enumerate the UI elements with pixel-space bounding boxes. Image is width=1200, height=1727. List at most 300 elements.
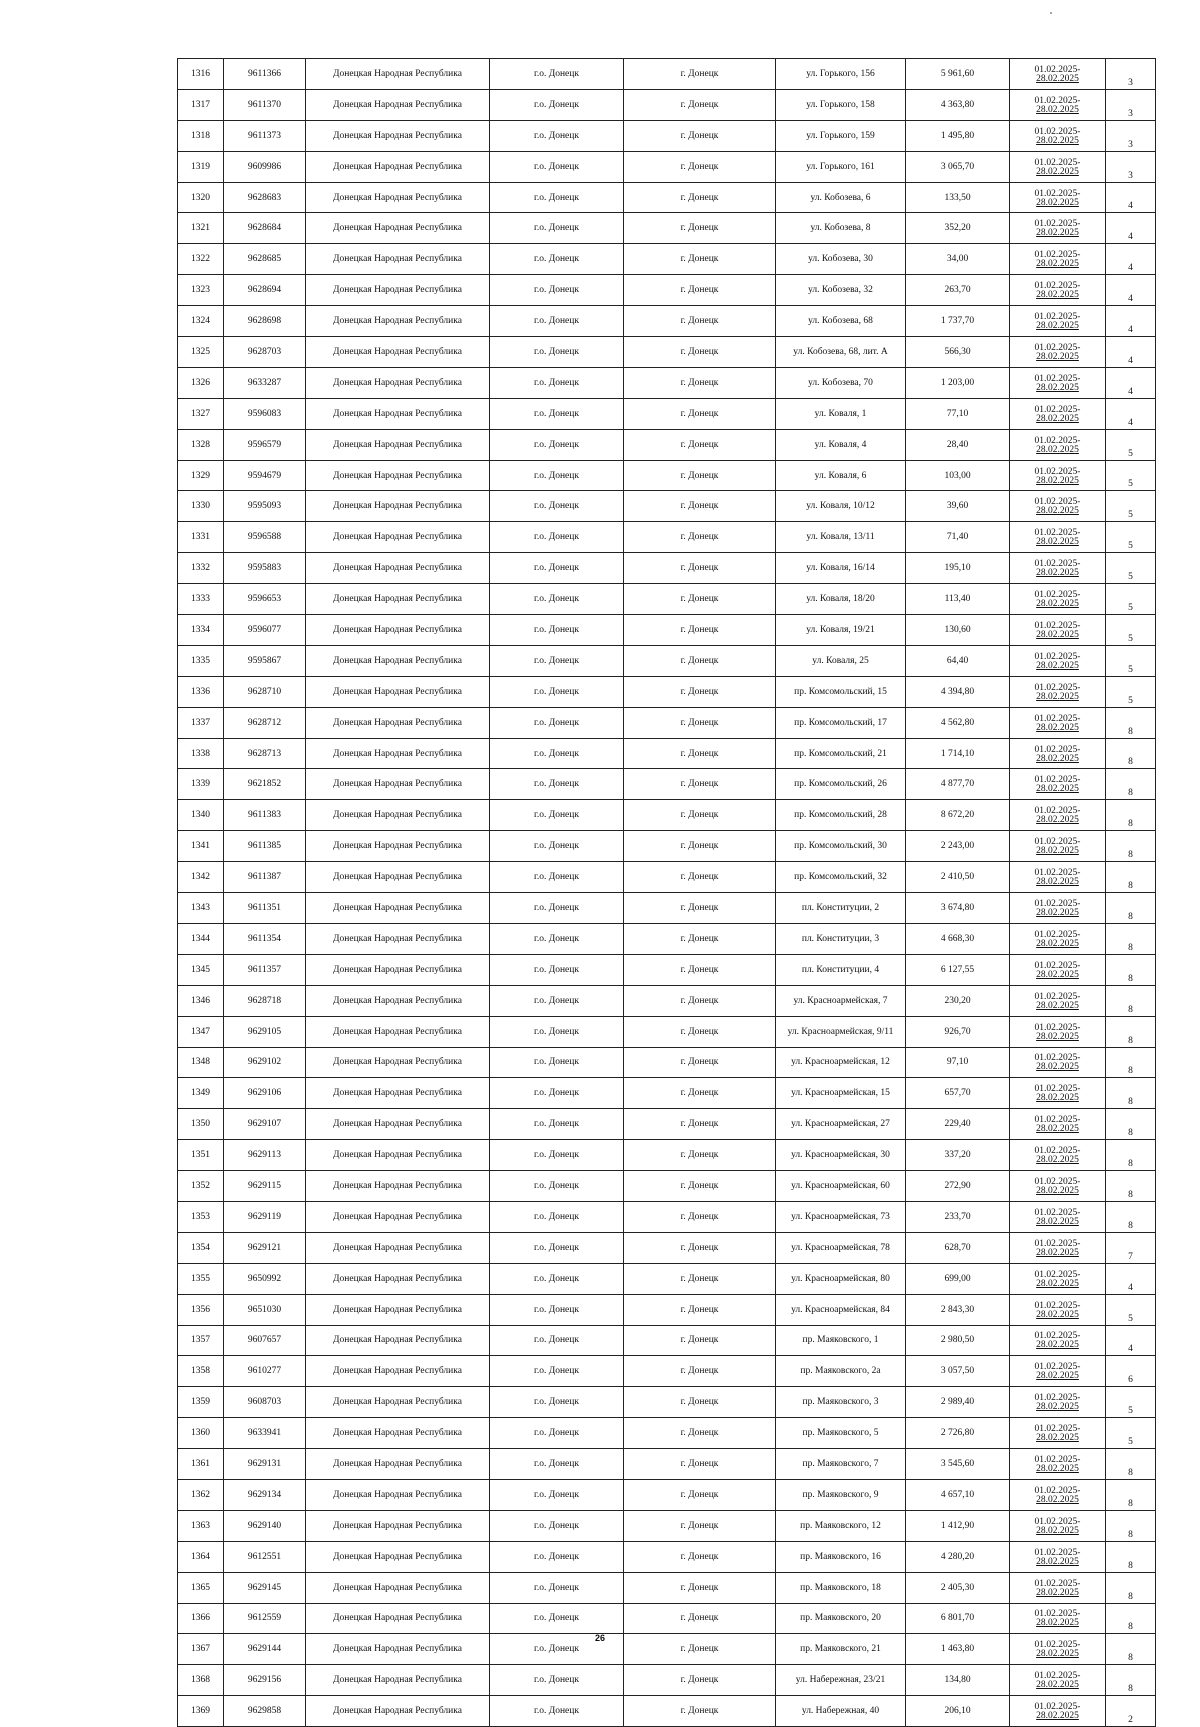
row-number-cell: 1336 bbox=[178, 676, 224, 707]
count-cell: 8 bbox=[1106, 1078, 1156, 1109]
row-number-cell: 1366 bbox=[178, 1603, 224, 1634]
period-start: 01.02.2025- bbox=[1034, 126, 1081, 137]
period-start: 01.02.2025- bbox=[1034, 682, 1081, 693]
period-end: 28.02.2025 bbox=[1036, 1494, 1079, 1505]
object-code-cell: 9612551 bbox=[224, 1541, 306, 1572]
republic-cell: Донецкая Народная Республика bbox=[306, 1541, 490, 1572]
city-cell: г. Донецк bbox=[624, 275, 776, 306]
row-number-cell: 1364 bbox=[178, 1541, 224, 1572]
district-cell: г.о. Донецк bbox=[490, 707, 624, 738]
area-cell: 2 726,80 bbox=[906, 1418, 1010, 1449]
table-row bbox=[178, 151, 1156, 182]
period-end: 28.02.2025 bbox=[1036, 1216, 1079, 1227]
period-end: 28.02.2025 bbox=[1036, 784, 1079, 795]
row-number-cell: 1328 bbox=[178, 429, 224, 460]
table-row bbox=[178, 1572, 1156, 1603]
object-code-cell: 9629156 bbox=[224, 1665, 306, 1696]
city-cell: г. Донецк bbox=[624, 89, 776, 120]
object-code-cell: 9628703 bbox=[224, 337, 306, 368]
table-row bbox=[178, 89, 1156, 120]
period-cell bbox=[1010, 1449, 1106, 1480]
period-end: 28.02.2025 bbox=[1036, 1278, 1079, 1289]
table-row bbox=[178, 398, 1156, 429]
area-cell: 2 989,40 bbox=[906, 1387, 1010, 1418]
district-cell: г.о. Донецк bbox=[490, 831, 624, 862]
count-cell: 8 bbox=[1106, 1016, 1156, 1047]
city-cell: г. Донецк bbox=[624, 1356, 776, 1387]
period-cell bbox=[1010, 1294, 1106, 1325]
city-cell: г. Донецк bbox=[624, 522, 776, 553]
republic-cell: Донецкая Народная Республика bbox=[306, 182, 490, 213]
period-cell bbox=[1010, 1016, 1106, 1047]
row-number-cell: 1326 bbox=[178, 367, 224, 398]
address-cell: пр. Маяковского, 18 bbox=[776, 1572, 906, 1603]
object-code-cell: 9612559 bbox=[224, 1603, 306, 1634]
area-cell: 64,40 bbox=[906, 645, 1010, 676]
address-cell: ул. Коваля, 1 bbox=[776, 398, 906, 429]
republic-cell: Донецкая Народная Республика bbox=[306, 1232, 490, 1263]
area-cell: 926,70 bbox=[906, 1016, 1010, 1047]
district-cell: г.о. Донецк bbox=[490, 306, 624, 337]
object-code-cell: 9611351 bbox=[224, 893, 306, 924]
district-cell: г.о. Донецк bbox=[490, 954, 624, 985]
object-code-cell: 9611385 bbox=[224, 831, 306, 862]
period-start: 01.02.2025- bbox=[1034, 528, 1081, 539]
period-end: 28.02.2025 bbox=[1036, 938, 1079, 949]
object-code-cell: 9629144 bbox=[224, 1634, 306, 1665]
row-number-cell: 1355 bbox=[178, 1263, 224, 1294]
period-start: 01.02.2025- bbox=[1034, 373, 1081, 384]
city-cell: г. Донецк bbox=[624, 676, 776, 707]
republic-cell: Донецкая Народная Республика bbox=[306, 584, 490, 615]
area-cell: 6 127,55 bbox=[906, 954, 1010, 985]
period-end: 28.02.2025 bbox=[1036, 1031, 1079, 1042]
district-cell: г.о. Донецк bbox=[490, 59, 624, 90]
district-cell: г.о. Донецк bbox=[490, 1665, 624, 1696]
period-end: 28.02.2025 bbox=[1036, 228, 1079, 239]
address-cell: ул. Кобозева, 68, лит. А bbox=[776, 337, 906, 368]
area-cell: 134,80 bbox=[906, 1665, 1010, 1696]
period-cell bbox=[1010, 1201, 1106, 1232]
republic-cell: Донецкая Народная Республика bbox=[306, 429, 490, 460]
period-start: 01.02.2025- bbox=[1034, 1640, 1081, 1651]
count-cell: 8 bbox=[1106, 1634, 1156, 1665]
period-cell bbox=[1010, 893, 1106, 924]
table-row bbox=[178, 831, 1156, 862]
district-cell: г.о. Донецк bbox=[490, 460, 624, 491]
count-cell: 8 bbox=[1106, 1510, 1156, 1541]
period-end: 28.02.2025 bbox=[1036, 1062, 1079, 1073]
period-cell bbox=[1010, 1325, 1106, 1356]
district-cell: г.о. Донецк bbox=[490, 893, 624, 924]
address-cell: пл. Конституции, 4 bbox=[776, 954, 906, 985]
object-code-cell: 9608703 bbox=[224, 1387, 306, 1418]
period-start: 01.02.2025- bbox=[1034, 1516, 1081, 1527]
period-end: 28.02.2025 bbox=[1036, 1649, 1079, 1660]
object-code-cell: 9610277 bbox=[224, 1356, 306, 1387]
period-end: 28.02.2025 bbox=[1036, 104, 1079, 115]
address-cell: ул. Красноармейская, 12 bbox=[776, 1047, 906, 1078]
district-cell: г.о. Донецк bbox=[490, 491, 624, 522]
count-cell: 2 bbox=[1106, 1696, 1156, 1727]
republic-cell: Донецкая Народная Республика bbox=[306, 923, 490, 954]
object-code-cell: 9629134 bbox=[224, 1479, 306, 1510]
object-code-cell: 9629115 bbox=[224, 1171, 306, 1202]
address-cell: пр. Маяковского, 2а bbox=[776, 1356, 906, 1387]
count-cell: 3 bbox=[1106, 151, 1156, 182]
count-cell: 5 bbox=[1106, 553, 1156, 584]
district-cell: г.о. Донецк bbox=[490, 244, 624, 275]
count-cell: 5 bbox=[1106, 1387, 1156, 1418]
period-start: 01.02.2025- bbox=[1034, 775, 1081, 786]
row-number-cell: 1367 bbox=[178, 1634, 224, 1665]
period-cell bbox=[1010, 954, 1106, 985]
area-cell: 699,00 bbox=[906, 1263, 1010, 1294]
period-end: 28.02.2025 bbox=[1036, 1124, 1079, 1135]
address-cell: пр. Маяковского, 5 bbox=[776, 1418, 906, 1449]
object-code-cell: 9651030 bbox=[224, 1294, 306, 1325]
period-cell bbox=[1010, 1171, 1106, 1202]
address-cell: ул. Красноармейская, 15 bbox=[776, 1078, 906, 1109]
period-end: 28.02.2025 bbox=[1036, 1525, 1079, 1536]
row-number-cell: 1329 bbox=[178, 460, 224, 491]
republic-cell: Донецкая Народная Республика bbox=[306, 213, 490, 244]
period-cell bbox=[1010, 985, 1106, 1016]
period-end: 28.02.2025 bbox=[1036, 321, 1079, 332]
area-cell: 657,70 bbox=[906, 1078, 1010, 1109]
republic-cell: Донецкая Народная Республика bbox=[306, 893, 490, 924]
area-cell: 2 405,30 bbox=[906, 1572, 1010, 1603]
area-cell: 263,70 bbox=[906, 275, 1010, 306]
table-row bbox=[178, 1479, 1156, 1510]
republic-cell: Донецкая Народная Республика bbox=[306, 1603, 490, 1634]
count-cell: 4 bbox=[1106, 1325, 1156, 1356]
row-number-cell: 1318 bbox=[178, 120, 224, 151]
period-start: 01.02.2025- bbox=[1034, 95, 1081, 106]
count-cell: 5 bbox=[1106, 584, 1156, 615]
period-end: 28.02.2025 bbox=[1036, 351, 1079, 362]
city-cell: г. Донецк bbox=[624, 1047, 776, 1078]
city-cell: г. Донецк bbox=[624, 460, 776, 491]
table-row bbox=[178, 1294, 1156, 1325]
period-cell bbox=[1010, 645, 1106, 676]
address-cell: пр. Маяковского, 3 bbox=[776, 1387, 906, 1418]
address-cell: ул. Кобозева, 8 bbox=[776, 213, 906, 244]
period-end: 28.02.2025 bbox=[1036, 568, 1079, 579]
object-code-cell: 9633941 bbox=[224, 1418, 306, 1449]
period-cell bbox=[1010, 367, 1106, 398]
republic-cell: Донецкая Народная Республика bbox=[306, 1449, 490, 1480]
city-cell: г. Донецк bbox=[624, 491, 776, 522]
address-cell: ул. Горького, 156 bbox=[776, 59, 906, 90]
row-number-cell: 1325 bbox=[178, 337, 224, 368]
city-cell: г. Донецк bbox=[624, 645, 776, 676]
city-cell: г. Донецк bbox=[624, 1201, 776, 1232]
count-cell: 4 bbox=[1106, 213, 1156, 244]
address-cell: ул. Красноармейская, 80 bbox=[776, 1263, 906, 1294]
table-row bbox=[178, 1047, 1156, 1078]
period-cell bbox=[1010, 738, 1106, 769]
table-row bbox=[178, 862, 1156, 893]
address-cell: ул. Горького, 161 bbox=[776, 151, 906, 182]
republic-cell: Донецкая Народная Республика bbox=[306, 1078, 490, 1109]
row-number-cell: 1348 bbox=[178, 1047, 224, 1078]
row-number-cell: 1335 bbox=[178, 645, 224, 676]
row-number-cell: 1361 bbox=[178, 1449, 224, 1480]
republic-cell: Донецкая Народная Республика bbox=[306, 1665, 490, 1696]
address-cell: пл. Конституции, 3 bbox=[776, 923, 906, 954]
period-start: 01.02.2025- bbox=[1034, 219, 1081, 230]
count-cell: 6 bbox=[1106, 1356, 1156, 1387]
district-cell: г.о. Донецк bbox=[490, 1603, 624, 1634]
object-code-cell: 9611357 bbox=[224, 954, 306, 985]
table-row bbox=[178, 1232, 1156, 1263]
object-code-cell: 9629119 bbox=[224, 1201, 306, 1232]
period-end: 28.02.2025 bbox=[1036, 1340, 1079, 1351]
address-cell: ул. Красноармейская, 9/11 bbox=[776, 1016, 906, 1047]
row-number-cell: 1340 bbox=[178, 800, 224, 831]
object-code-cell: 9611383 bbox=[224, 800, 306, 831]
city-cell: г. Донецк bbox=[624, 1078, 776, 1109]
city-cell: г. Донецк bbox=[624, 985, 776, 1016]
city-cell: г. Донецк bbox=[624, 337, 776, 368]
period-start: 01.02.2025- bbox=[1034, 898, 1081, 909]
address-cell: пл. Конституции, 2 bbox=[776, 893, 906, 924]
count-cell: 8 bbox=[1106, 954, 1156, 985]
count-cell: 8 bbox=[1106, 707, 1156, 738]
district-cell: г.о. Донецк bbox=[490, 615, 624, 646]
district-cell: г.о. Донецк bbox=[490, 1294, 624, 1325]
address-cell: пр. Комсомольский, 15 bbox=[776, 676, 906, 707]
address-cell: ул. Красноармейская, 78 bbox=[776, 1232, 906, 1263]
district-cell: г.о. Донецк bbox=[490, 800, 624, 831]
period-end: 28.02.2025 bbox=[1036, 1000, 1079, 1011]
address-cell: ул. Кобозева, 30 bbox=[776, 244, 906, 275]
city-cell: г. Донецк bbox=[624, 1294, 776, 1325]
area-cell: 628,70 bbox=[906, 1232, 1010, 1263]
period-end: 28.02.2025 bbox=[1036, 1093, 1079, 1104]
period-start: 01.02.2025- bbox=[1034, 1238, 1081, 1249]
row-number-cell: 1320 bbox=[178, 182, 224, 213]
address-cell: ул. Кобозева, 6 bbox=[776, 182, 906, 213]
area-cell: 230,20 bbox=[906, 985, 1010, 1016]
republic-cell: Донецкая Народная Республика bbox=[306, 862, 490, 893]
period-cell bbox=[1010, 275, 1106, 306]
count-cell: 5 bbox=[1106, 1418, 1156, 1449]
city-cell: г. Донецк bbox=[624, 120, 776, 151]
area-cell: 1 412,90 bbox=[906, 1510, 1010, 1541]
count-cell: 8 bbox=[1106, 1171, 1156, 1202]
city-cell: г. Донецк bbox=[624, 1449, 776, 1480]
address-cell: пр. Комсомольский, 28 bbox=[776, 800, 906, 831]
row-number-cell: 1369 bbox=[178, 1696, 224, 1727]
period-end: 28.02.2025 bbox=[1036, 1587, 1079, 1598]
period-cell bbox=[1010, 800, 1106, 831]
address-cell: ул. Коваля, 19/21 bbox=[776, 615, 906, 646]
table-body bbox=[178, 59, 1156, 1727]
row-number-cell: 1354 bbox=[178, 1232, 224, 1263]
period-end: 28.02.2025 bbox=[1036, 753, 1079, 764]
city-cell: г. Донецк bbox=[624, 1016, 776, 1047]
republic-cell: Донецкая Народная Республика bbox=[306, 89, 490, 120]
scan-mark bbox=[1050, 12, 1052, 14]
object-code-cell: 9628698 bbox=[224, 306, 306, 337]
city-cell: г. Донецк bbox=[624, 1263, 776, 1294]
table-row bbox=[178, 182, 1156, 213]
city-cell: г. Донецк bbox=[624, 954, 776, 985]
republic-cell: Донецкая Народная Республика bbox=[306, 1634, 490, 1665]
row-number-cell: 1333 bbox=[178, 584, 224, 615]
area-cell: 4 657,10 bbox=[906, 1479, 1010, 1510]
table-row bbox=[178, 429, 1156, 460]
count-cell: 4 bbox=[1106, 244, 1156, 275]
count-cell: 8 bbox=[1106, 769, 1156, 800]
period-end: 28.02.2025 bbox=[1036, 969, 1079, 980]
area-cell: 2 243,00 bbox=[906, 831, 1010, 862]
area-cell: 3 545,60 bbox=[906, 1449, 1010, 1480]
republic-cell: Донецкая Народная Республика bbox=[306, 398, 490, 429]
table-row bbox=[178, 1696, 1156, 1727]
object-code-cell: 9629145 bbox=[224, 1572, 306, 1603]
period-cell bbox=[1010, 1696, 1106, 1727]
row-number-cell: 1316 bbox=[178, 59, 224, 90]
row-number-cell: 1357 bbox=[178, 1325, 224, 1356]
address-cell: пр. Комсомольский, 32 bbox=[776, 862, 906, 893]
row-number-cell: 1341 bbox=[178, 831, 224, 862]
period-cell bbox=[1010, 1510, 1106, 1541]
table-row bbox=[178, 738, 1156, 769]
row-number-cell: 1368 bbox=[178, 1665, 224, 1696]
district-cell: г.о. Донецк bbox=[490, 1387, 624, 1418]
period-end: 28.02.2025 bbox=[1036, 907, 1079, 918]
area-cell: 4 877,70 bbox=[906, 769, 1010, 800]
period-end: 28.02.2025 bbox=[1036, 475, 1079, 486]
district-cell: г.о. Донецк bbox=[490, 213, 624, 244]
area-cell: 3 057,50 bbox=[906, 1356, 1010, 1387]
object-code-cell: 9596077 bbox=[224, 615, 306, 646]
period-end: 28.02.2025 bbox=[1036, 1155, 1079, 1166]
table-row bbox=[178, 59, 1156, 90]
district-cell: г.о. Донецк bbox=[490, 645, 624, 676]
area-cell: 28,40 bbox=[906, 429, 1010, 460]
object-code-cell: 9628685 bbox=[224, 244, 306, 275]
area-cell: 229,40 bbox=[906, 1109, 1010, 1140]
period-start: 01.02.2025- bbox=[1034, 1393, 1081, 1404]
republic-cell: Донецкая Народная Республика bbox=[306, 1510, 490, 1541]
address-cell: пр. Маяковского, 20 bbox=[776, 1603, 906, 1634]
table-row bbox=[178, 1016, 1156, 1047]
area-cell: 337,20 bbox=[906, 1140, 1010, 1171]
city-cell: г. Донецк bbox=[624, 1387, 776, 1418]
period-end: 28.02.2025 bbox=[1036, 1556, 1079, 1567]
row-number-cell: 1350 bbox=[178, 1109, 224, 1140]
period-end: 28.02.2025 bbox=[1036, 135, 1079, 146]
republic-cell: Донецкая Народная Республика bbox=[306, 460, 490, 491]
address-cell: пр. Комсомольский, 17 bbox=[776, 707, 906, 738]
table-row bbox=[178, 491, 1156, 522]
area-cell: 2 843,30 bbox=[906, 1294, 1010, 1325]
period-cell bbox=[1010, 151, 1106, 182]
table-row bbox=[178, 923, 1156, 954]
period-start: 01.02.2025- bbox=[1034, 404, 1081, 415]
table-row bbox=[178, 954, 1156, 985]
table-row bbox=[178, 769, 1156, 800]
period-start: 01.02.2025- bbox=[1034, 497, 1081, 508]
row-number-cell: 1343 bbox=[178, 893, 224, 924]
period-start: 01.02.2025- bbox=[1034, 1115, 1081, 1126]
object-code-cell: 9611366 bbox=[224, 59, 306, 90]
object-code-cell: 9611373 bbox=[224, 120, 306, 151]
district-cell: г.о. Донецк bbox=[490, 769, 624, 800]
district-cell: г.о. Донецк bbox=[490, 275, 624, 306]
count-cell: 8 bbox=[1106, 862, 1156, 893]
row-number-cell: 1338 bbox=[178, 738, 224, 769]
address-cell: ул. Коваля, 6 bbox=[776, 460, 906, 491]
period-cell bbox=[1010, 1572, 1106, 1603]
republic-cell: Донецкая Народная Республика bbox=[306, 954, 490, 985]
count-cell: 4 bbox=[1106, 337, 1156, 368]
count-cell: 5 bbox=[1106, 645, 1156, 676]
district-cell: г.о. Донецк bbox=[490, 1232, 624, 1263]
city-cell: г. Донецк bbox=[624, 923, 776, 954]
row-number-cell: 1356 bbox=[178, 1294, 224, 1325]
period-start: 01.02.2025- bbox=[1034, 590, 1081, 601]
city-cell: г. Донецк bbox=[624, 1634, 776, 1665]
object-code-cell: 9611354 bbox=[224, 923, 306, 954]
object-code-cell: 9596588 bbox=[224, 522, 306, 553]
city-cell: г. Донецк bbox=[624, 151, 776, 182]
district-cell: г.о. Донецк bbox=[490, 985, 624, 1016]
count-cell: 5 bbox=[1106, 1294, 1156, 1325]
period-start: 01.02.2025- bbox=[1034, 991, 1081, 1002]
period-cell bbox=[1010, 831, 1106, 862]
district-cell: г.о. Донецк bbox=[490, 89, 624, 120]
district-cell: г.о. Донецк bbox=[490, 1016, 624, 1047]
row-number-cell: 1332 bbox=[178, 553, 224, 584]
row-number-cell: 1345 bbox=[178, 954, 224, 985]
city-cell: г. Донецк bbox=[624, 553, 776, 584]
area-cell: 6 801,70 bbox=[906, 1603, 1010, 1634]
period-start: 01.02.2025- bbox=[1034, 1424, 1081, 1435]
area-cell: 4 562,80 bbox=[906, 707, 1010, 738]
table-row bbox=[178, 1665, 1156, 1696]
object-code-cell: 9607657 bbox=[224, 1325, 306, 1356]
district-cell: г.о. Донецк bbox=[490, 1325, 624, 1356]
city-cell: г. Донецк bbox=[624, 615, 776, 646]
object-code-cell: 9629121 bbox=[224, 1232, 306, 1263]
period-end: 28.02.2025 bbox=[1036, 1711, 1079, 1722]
period-start: 01.02.2025- bbox=[1034, 960, 1081, 971]
row-number-cell: 1339 bbox=[178, 769, 224, 800]
period-end: 28.02.2025 bbox=[1036, 1186, 1079, 1196]
period-start: 01.02.2025- bbox=[1034, 1331, 1081, 1342]
table-row bbox=[178, 553, 1156, 584]
republic-cell: Донецкая Народная Республика bbox=[306, 522, 490, 553]
object-code-cell: 9596083 bbox=[224, 398, 306, 429]
city-cell: г. Донецк bbox=[624, 59, 776, 90]
period-start: 01.02.2025- bbox=[1034, 1269, 1081, 1280]
object-code-cell: 9628713 bbox=[224, 738, 306, 769]
count-cell: 5 bbox=[1106, 522, 1156, 553]
row-number-cell: 1344 bbox=[178, 923, 224, 954]
republic-cell: Донецкая Народная Республика bbox=[306, 1016, 490, 1047]
period-start: 01.02.2025- bbox=[1034, 1053, 1081, 1064]
count-cell: 8 bbox=[1106, 893, 1156, 924]
period-end: 28.02.2025 bbox=[1036, 1680, 1079, 1691]
period-end: 28.02.2025 bbox=[1036, 1309, 1079, 1320]
table-row bbox=[178, 1418, 1156, 1449]
table-row bbox=[178, 707, 1156, 738]
